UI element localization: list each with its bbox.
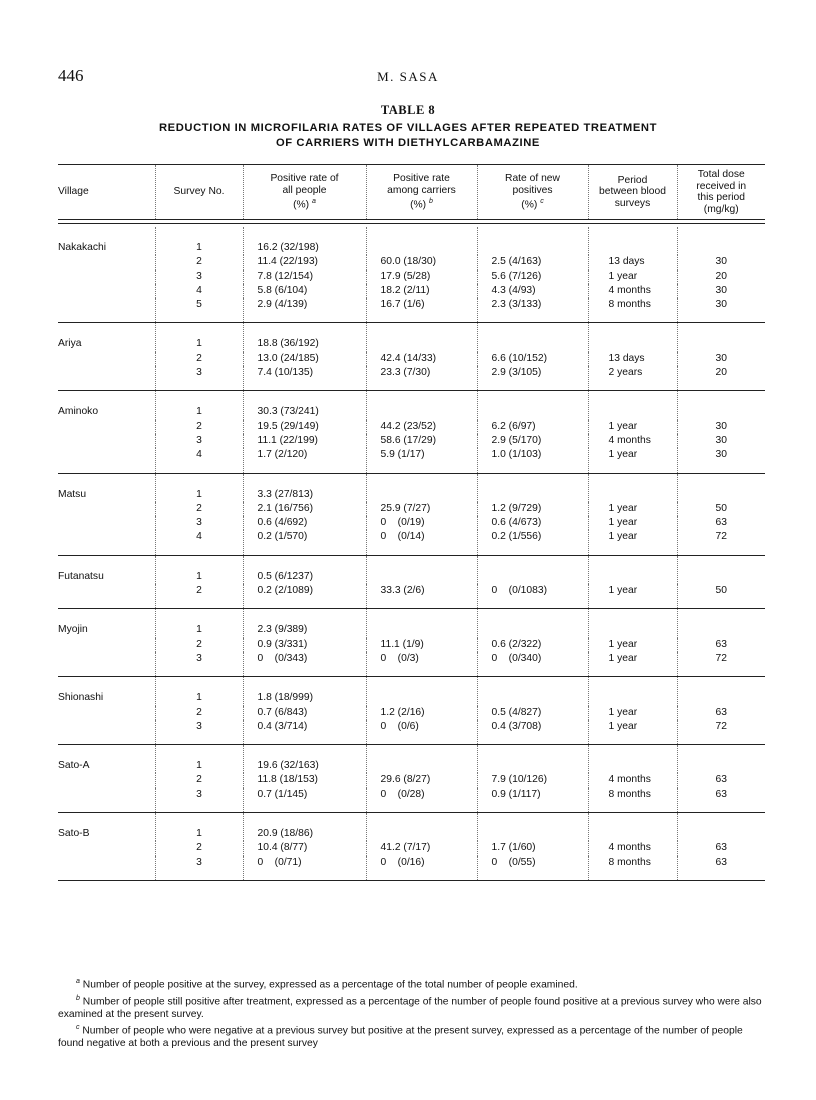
cell-positive-all: 0.7 (6/843) bbox=[243, 706, 366, 720]
table-row bbox=[58, 788, 765, 813]
cell-positive-carriers bbox=[366, 745, 477, 773]
cell-new-positives bbox=[477, 609, 588, 637]
cell-positive-all: 2.9 (4/139) bbox=[243, 298, 366, 323]
cell-village bbox=[58, 255, 155, 269]
cell-positive-carriers bbox=[366, 556, 477, 584]
cell-new-positives: 0 (0/340) bbox=[477, 652, 588, 677]
table-row bbox=[58, 773, 765, 787]
cell-positive-all: 11.1 (22/199) bbox=[243, 434, 366, 448]
cell-positive-all: 11.4 (22/193) bbox=[243, 255, 366, 269]
cell-positive-all: 16.2 (32/198) bbox=[243, 227, 366, 255]
table-bottom-rule bbox=[58, 880, 765, 881]
cell-village bbox=[58, 706, 155, 720]
cell-period: 4 months bbox=[588, 434, 677, 448]
table-row bbox=[58, 502, 765, 516]
cell-positive-all: 10.4 (8/77) bbox=[243, 841, 366, 855]
cell-survey: 5 bbox=[155, 298, 243, 323]
cell-positive-carriers: 18.2 (2/11) bbox=[366, 284, 477, 298]
cell-period: 1 year bbox=[588, 516, 677, 530]
cell-survey: 1 bbox=[155, 813, 243, 841]
cell-survey: 1 bbox=[155, 227, 243, 255]
footnote-a: $^a$ Number of people positive at the survey, expressed as a percentage of the total number of people examined. bbox=[76, 978, 578, 991]
cell-period: 4 months bbox=[588, 773, 677, 787]
cell-total-dose: 72 bbox=[677, 530, 765, 555]
table-row bbox=[58, 474, 765, 502]
cell-new-positives: 0.2 (1/556) bbox=[477, 530, 588, 555]
table-row bbox=[58, 227, 765, 255]
cell-positive-all: 0.2 (1/570) bbox=[243, 530, 366, 555]
cell-positive-carriers: 44.2 (23/52) bbox=[366, 420, 477, 434]
table-row bbox=[58, 391, 765, 419]
cell-village bbox=[58, 502, 155, 516]
cell-positive-carriers: 1.2 (2/16) bbox=[366, 706, 477, 720]
header-new-positives: Rate of new positives (%) $^c$ bbox=[477, 165, 588, 220]
cell-new-positives: 0 (0/55) bbox=[477, 856, 588, 881]
cell-village bbox=[58, 788, 155, 813]
table-row bbox=[58, 448, 765, 473]
table-row bbox=[58, 638, 765, 652]
cell-village bbox=[58, 530, 155, 555]
cell-positive-carriers: 5.9 (1/17) bbox=[366, 448, 477, 473]
footnote-b: $^b$ Number of people still positive after treatment, expressed as a percentage of the number of people found positive at a previous survey who were also examined at the present survey. bbox=[58, 994, 762, 1020]
cell-period: 1 year bbox=[588, 584, 677, 609]
cell-positive-all: 0 (0/71) bbox=[243, 856, 366, 881]
cell-village bbox=[58, 841, 155, 855]
cell-village bbox=[58, 652, 155, 677]
cell-new-positives: 2.9 (3/105) bbox=[477, 366, 588, 391]
cell-village: Shionashi bbox=[58, 692, 104, 704]
table-row bbox=[58, 677, 765, 705]
cell-village bbox=[58, 638, 155, 652]
cell-period bbox=[588, 609, 677, 637]
header-row bbox=[58, 165, 765, 220]
table-row bbox=[58, 856, 765, 881]
cell-period bbox=[588, 227, 677, 255]
cell-village: Aminoko bbox=[58, 406, 99, 418]
cell-positive-all: 20.9 (18/86) bbox=[243, 813, 366, 841]
cell-new-positives: 6.2 (6/97) bbox=[477, 420, 588, 434]
cell-positive-carriers: 16.7 (1/6) bbox=[366, 298, 477, 323]
cell-new-positives: 1.7 (1/60) bbox=[477, 841, 588, 855]
page-number: 446 bbox=[58, 66, 84, 85]
cell-survey: 2 bbox=[155, 502, 243, 516]
cell-total-dose bbox=[677, 391, 765, 419]
cell-village bbox=[58, 434, 155, 448]
cell-village bbox=[58, 366, 155, 391]
cell-period: 13 days bbox=[588, 255, 677, 269]
cell-positive-all: 0.2 (2/1089) bbox=[243, 584, 366, 609]
header-village: Village bbox=[58, 186, 89, 198]
cell-village bbox=[58, 420, 155, 434]
cell-new-positives: 0.4 (3/708) bbox=[477, 720, 588, 745]
table-row bbox=[58, 609, 765, 637]
cell-village: Nakakachi bbox=[58, 242, 107, 253]
cell-positive-carriers: 29.6 (8/27) bbox=[366, 773, 477, 787]
cell-positive-all: 11.8 (18/153) bbox=[243, 773, 366, 787]
table-title-line-1: REDUCTION IN MICROFILARIA RATES OF VILLAGES AFTER REPEATED TREATMENT bbox=[158, 122, 658, 134]
cell-positive-carriers: 0 (0/16) bbox=[366, 856, 477, 881]
cell-new-positives: 2.3 (3/133) bbox=[477, 298, 588, 323]
cell-positive-carriers: 60.0 (18/30) bbox=[366, 255, 477, 269]
table-row bbox=[58, 255, 765, 269]
table-row bbox=[58, 434, 765, 448]
cell-total-dose: 72 bbox=[677, 652, 765, 677]
cell-new-positives: 0.9 (1/117) bbox=[477, 788, 588, 813]
cell-new-positives: 6.6 (10/152) bbox=[477, 352, 588, 366]
table-row bbox=[58, 745, 765, 773]
footnotes bbox=[58, 976, 770, 1052]
cell-new-positives bbox=[477, 556, 588, 584]
cell-survey: 2 bbox=[155, 841, 243, 855]
cell-survey: 3 bbox=[155, 856, 243, 881]
footnote-mark-a: a bbox=[311, 198, 316, 206]
cell-positive-carriers: 0 (0/3) bbox=[366, 652, 477, 677]
cell-positive-carriers: 41.2 (7/17) bbox=[366, 841, 477, 855]
cell-survey: 1 bbox=[155, 609, 243, 637]
table-body bbox=[58, 227, 765, 881]
footnote-mark-b: b bbox=[428, 198, 433, 206]
cell-positive-all: 5.8 (6/104) bbox=[243, 284, 366, 298]
table-row bbox=[58, 298, 765, 323]
cell-total-dose bbox=[677, 677, 765, 705]
cell-total-dose: 63 bbox=[677, 706, 765, 720]
cell-total-dose: 20 bbox=[677, 270, 765, 284]
cell-survey: 3 bbox=[155, 652, 243, 677]
cell-total-dose bbox=[677, 745, 765, 773]
table-row bbox=[58, 366, 765, 391]
header-positive-carriers: Positive rate among carriers (%) $^b$ bbox=[366, 165, 477, 220]
footnote-mark-c: c bbox=[540, 198, 544, 206]
cell-positive-carriers: 11.1 (1/9) bbox=[366, 638, 477, 652]
cell-survey: 3 bbox=[155, 270, 243, 284]
cell-new-positives: 0.6 (2/322) bbox=[477, 638, 588, 652]
cell-period: 1 year bbox=[588, 420, 677, 434]
cell-survey: 1 bbox=[155, 745, 243, 773]
cell-period: 2 years bbox=[588, 366, 677, 391]
cell-positive-carriers: 17.9 (5/28) bbox=[366, 270, 477, 284]
cell-total-dose: 63 bbox=[677, 516, 765, 530]
cell-new-positives: 0.5 (4/827) bbox=[477, 706, 588, 720]
cell-period: 1 year bbox=[588, 638, 677, 652]
cell-total-dose: 72 bbox=[677, 720, 765, 745]
cell-positive-all: 19.5 (29/149) bbox=[243, 420, 366, 434]
cell-period bbox=[588, 474, 677, 502]
cell-positive-carriers: 23.3 (7/30) bbox=[366, 366, 477, 391]
cell-new-positives: 1.0 (1/103) bbox=[477, 448, 588, 473]
cell-period: 1 year bbox=[588, 652, 677, 677]
cell-period: 1 year bbox=[588, 530, 677, 555]
cell-positive-all: 2.1 (16/756) bbox=[243, 502, 366, 516]
cell-period: 8 months bbox=[588, 788, 677, 813]
cell-survey: 1 bbox=[155, 474, 243, 502]
cell-survey: 3 bbox=[155, 434, 243, 448]
table-title bbox=[130, 121, 686, 151]
cell-survey: 3 bbox=[155, 516, 243, 530]
cell-positive-all: 1.7 (2/120) bbox=[243, 448, 366, 473]
cell-survey: 2 bbox=[155, 773, 243, 787]
cell-new-positives: 1.2 (9/729) bbox=[477, 502, 588, 516]
cell-period bbox=[588, 323, 677, 351]
cell-total-dose: 50 bbox=[677, 502, 765, 516]
cell-period: 8 months bbox=[588, 856, 677, 881]
cell-positive-carriers: 58.6 (17/29) bbox=[366, 434, 477, 448]
cell-total-dose: 63 bbox=[677, 638, 765, 652]
table-label: TABLE 8 bbox=[380, 103, 436, 117]
cell-new-positives bbox=[477, 745, 588, 773]
table-row bbox=[58, 352, 765, 366]
cell-village: Sato-B bbox=[58, 828, 90, 840]
cell-village: Sato-A bbox=[58, 760, 90, 772]
cell-survey: 1 bbox=[155, 677, 243, 705]
cell-new-positives bbox=[477, 391, 588, 419]
header-total-dose: Total dose received in this period (mg/kg) bbox=[677, 165, 765, 220]
table-row bbox=[58, 652, 765, 677]
cell-positive-all: 1.8 (18/999) bbox=[243, 677, 366, 705]
cell-village bbox=[58, 584, 155, 609]
cell-period: 13 days bbox=[588, 352, 677, 366]
cell-period: 4 months bbox=[588, 841, 677, 855]
cell-village bbox=[58, 720, 155, 745]
cell-positive-all: 30.3 (73/241) bbox=[243, 391, 366, 419]
cell-new-positives bbox=[477, 813, 588, 841]
table-row bbox=[58, 720, 765, 745]
cell-total-dose: 63 bbox=[677, 788, 765, 813]
footnote-c: $^c$ Number of people who were negative at a previous survey but positive at the present survey, expressed as a percentage of the number of people found negative at both a previous and the present survey bbox=[58, 1024, 743, 1050]
cell-total-dose bbox=[677, 609, 765, 637]
cell-survey: 2 bbox=[155, 255, 243, 269]
cell-survey: 2 bbox=[155, 706, 243, 720]
cell-new-positives: 7.9 (10/126) bbox=[477, 773, 588, 787]
table-row bbox=[58, 841, 765, 855]
cell-period bbox=[588, 677, 677, 705]
cell-survey: 4 bbox=[155, 530, 243, 555]
cell-survey: 3 bbox=[155, 720, 243, 745]
cell-positive-all: 0.6 (4/692) bbox=[243, 516, 366, 530]
cell-survey: 2 bbox=[155, 420, 243, 434]
cell-period: 1 year bbox=[588, 502, 677, 516]
cell-positive-all: 13.0 (24/185) bbox=[243, 352, 366, 366]
cell-total-dose: 63 bbox=[677, 773, 765, 787]
cell-total-dose: 30 bbox=[677, 420, 765, 434]
cell-new-positives bbox=[477, 323, 588, 351]
header-period: Period between blood surveys bbox=[588, 165, 677, 220]
cell-survey: 3 bbox=[155, 788, 243, 813]
cell-period bbox=[588, 391, 677, 419]
running-head: M. SASA bbox=[377, 69, 439, 84]
cell-total-dose: 63 bbox=[677, 841, 765, 855]
cell-survey: 3 bbox=[155, 366, 243, 391]
cell-new-positives: 5.6 (7/126) bbox=[477, 270, 588, 284]
table-row bbox=[58, 420, 765, 434]
cell-positive-all: 19.6 (32/163) bbox=[243, 745, 366, 773]
cell-total-dose: 30 bbox=[677, 298, 765, 323]
cell-village bbox=[58, 856, 155, 881]
cell-positive-carriers bbox=[366, 677, 477, 705]
cell-survey: 4 bbox=[155, 448, 243, 473]
cell-period: 1 year bbox=[588, 270, 677, 284]
cell-positive-carriers bbox=[366, 391, 477, 419]
cell-positive-carriers bbox=[366, 813, 477, 841]
cell-village bbox=[58, 448, 155, 473]
cell-total-dose: 20 bbox=[677, 366, 765, 391]
table-row bbox=[58, 516, 765, 530]
cell-village bbox=[58, 352, 155, 366]
cell-total-dose: 30 bbox=[677, 352, 765, 366]
cell-positive-all: 7.4 (10/135) bbox=[243, 366, 366, 391]
table-row bbox=[58, 584, 765, 609]
table-row bbox=[58, 270, 765, 284]
cell-village bbox=[58, 284, 155, 298]
cell-total-dose: 50 bbox=[677, 584, 765, 609]
cell-total-dose: 30 bbox=[677, 255, 765, 269]
cell-survey: 1 bbox=[155, 391, 243, 419]
cell-village: Futanatsu bbox=[58, 570, 104, 582]
cell-period: 1 year bbox=[588, 706, 677, 720]
cell-total-dose: 30 bbox=[677, 284, 765, 298]
cell-total-dose: 30 bbox=[677, 434, 765, 448]
cell-new-positives: 2.5 (4/163) bbox=[477, 255, 588, 269]
cell-positive-carriers: 0 (0/14) bbox=[366, 530, 477, 555]
cell-new-positives bbox=[477, 677, 588, 705]
cell-new-positives: 4.3 (4/93) bbox=[477, 284, 588, 298]
cell-period: 1 year bbox=[588, 720, 677, 745]
cell-survey: 2 bbox=[155, 352, 243, 366]
cell-village: Myojin bbox=[58, 624, 88, 636]
cell-total-dose bbox=[677, 813, 765, 841]
cell-period bbox=[588, 556, 677, 584]
cell-positive-carriers bbox=[366, 323, 477, 351]
cell-positive-carriers bbox=[366, 609, 477, 637]
cell-new-positives bbox=[477, 474, 588, 502]
header-survey: Survey No. bbox=[155, 165, 243, 220]
cell-total-dose bbox=[677, 556, 765, 584]
cell-positive-all: 3.3 (27/813) bbox=[243, 474, 366, 502]
cell-new-positives: 0 (0/1083) bbox=[477, 584, 588, 609]
table-row bbox=[58, 530, 765, 555]
cell-survey: 1 bbox=[155, 556, 243, 584]
cell-positive-carriers: 0 (0/28) bbox=[366, 788, 477, 813]
cell-positive-all: 7.8 (12/154) bbox=[243, 270, 366, 284]
cell-positive-all: 0 (0/343) bbox=[243, 652, 366, 677]
cell-positive-all: 0.5 (6/1237) bbox=[243, 556, 366, 584]
cell-total-dose bbox=[677, 474, 765, 502]
table-row bbox=[58, 556, 765, 584]
cell-positive-carriers: 0 (0/6) bbox=[366, 720, 477, 745]
table-row bbox=[58, 813, 765, 841]
cell-positive-all: 18.8 (36/192) bbox=[243, 323, 366, 351]
table-row bbox=[58, 323, 765, 351]
cell-village bbox=[58, 270, 155, 284]
cell-total-dose: 30 bbox=[677, 448, 765, 473]
cell-village: Matsu bbox=[58, 488, 87, 500]
data-table-container bbox=[58, 164, 765, 881]
cell-survey: 2 bbox=[155, 638, 243, 652]
cell-positive-carriers bbox=[366, 474, 477, 502]
cell-period bbox=[588, 745, 677, 773]
table-row bbox=[58, 284, 765, 298]
cell-positive-all: 0.4 (3/714) bbox=[243, 720, 366, 745]
cell-new-positives: 2.9 (5/170) bbox=[477, 434, 588, 448]
cell-positive-carriers bbox=[366, 227, 477, 255]
cell-period: 4 months bbox=[588, 284, 677, 298]
cell-survey: 2 bbox=[155, 584, 243, 609]
cell-new-positives: 0.6 (4/673) bbox=[477, 516, 588, 530]
cell-positive-carriers: 33.3 (2/6) bbox=[366, 584, 477, 609]
cell-period bbox=[588, 813, 677, 841]
table-row bbox=[58, 706, 765, 720]
cell-survey: 1 bbox=[155, 323, 243, 351]
cell-positive-all: 2.3 (9/389) bbox=[243, 609, 366, 637]
cell-positive-all: 0.9 (3/331) bbox=[243, 638, 366, 652]
table-title-line-2: OF CARRIERS WITH DIETHYLCARBAMAZINE bbox=[275, 137, 540, 149]
cell-village: Ariya bbox=[58, 338, 82, 350]
header-positive-all: Positive rate of all people (%) $^a$ bbox=[243, 165, 366, 220]
cell-total-dose bbox=[677, 227, 765, 255]
cell-village bbox=[58, 773, 155, 787]
cell-positive-all: 0.7 (1/145) bbox=[243, 788, 366, 813]
cell-total-dose: 63 bbox=[677, 856, 765, 881]
cell-survey: 4 bbox=[155, 284, 243, 298]
cell-village bbox=[58, 298, 155, 323]
cell-positive-carriers: 0 (0/19) bbox=[366, 516, 477, 530]
cell-total-dose bbox=[677, 323, 765, 351]
cell-period: 1 year bbox=[588, 448, 677, 473]
cell-period: 8 months bbox=[588, 298, 677, 323]
cell-positive-carriers: 42.4 (14/33) bbox=[366, 352, 477, 366]
cell-positive-carriers: 25.9 (7/27) bbox=[366, 502, 477, 516]
cell-village bbox=[58, 516, 155, 530]
cell-new-positives bbox=[477, 227, 588, 255]
data-table bbox=[58, 164, 765, 881]
